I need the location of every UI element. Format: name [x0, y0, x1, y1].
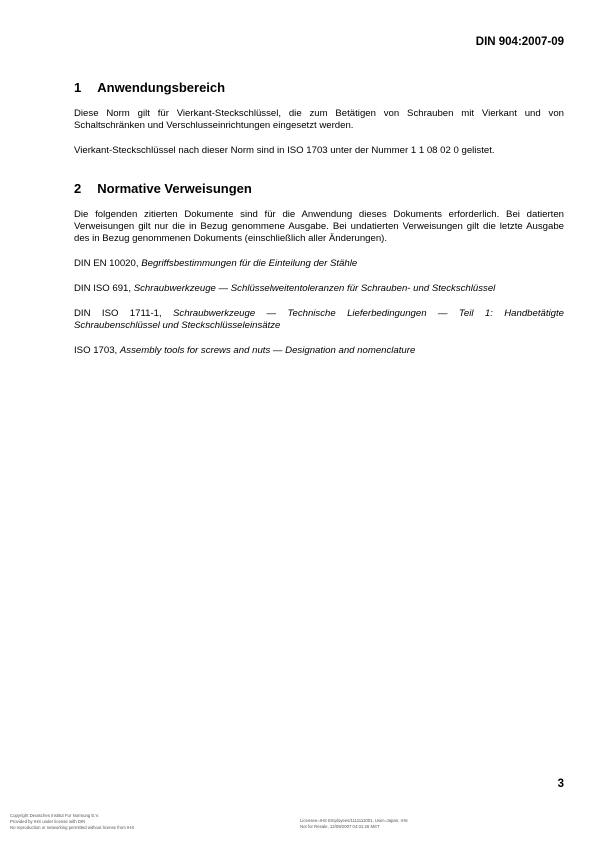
section-1-title: Anwendungsbereich	[97, 80, 226, 95]
section-2-heading	[74, 181, 564, 196]
footer-copyright	[10, 813, 134, 831]
footer-line: Licensee=IHS Employees/1111111001, User=Japan, IHS	[300, 818, 408, 823]
reference-code: DIN ISO 691,	[74, 283, 132, 294]
document-id: DIN 904:2007-09	[475, 36, 564, 48]
reference-item	[74, 308, 564, 332]
reference-code: DIN EN 10020,	[74, 258, 139, 269]
footer-license	[300, 818, 408, 830]
reference-code: ISO 1703,	[74, 345, 118, 356]
section-2-number: 2	[74, 181, 82, 196]
section-2-intro: Die folgenden zitierten Dokumente sind für die Anwendung dieses Dokuments erforderlich. Bei datierten Verweisungen gilt nur die in Bezug genommene Ausgabe. Bei undatierten Verweisungen gilt die letzte Ausgabe des in Bezug genommenen Dokuments (einschließlich aller Änderungen).	[74, 209, 564, 244]
reference-item	[74, 283, 564, 295]
reference-item	[74, 258, 564, 270]
footer-line: Copyright Deutsches Institut Fur Normung E.V.	[10, 813, 100, 818]
reference-title: Assembly tools for screws and nuts — Designation and nomenclature	[119, 345, 416, 356]
reference-title: Schraubwerkzeuge — Schlüsselweitentoleranzen für Schrauben- und Steckschlüssel	[133, 283, 496, 294]
reference-title: Begriffsbestimmungen für die Einteilung der Stähle	[141, 258, 358, 269]
page-number: 3	[557, 778, 564, 790]
footer-line: No reproduction or networking permitted without license from IHS	[10, 825, 135, 830]
reference-code: DIN ISO 1711-1,	[74, 308, 162, 319]
section-1-number: 1	[74, 80, 82, 95]
reference-title: Schraubwerkzeuge — Technische Lieferbedingungen — Teil 1: Handbetätigte Schraubenschlüssel und Steckschlüsseleinsätze	[74, 308, 564, 331]
footer-line: Provided by IHS under license with DIN	[10, 819, 86, 824]
page-content	[74, 80, 564, 370]
section-2-title: Normative Verweisungen	[97, 181, 252, 196]
section-1-heading	[74, 80, 564, 95]
reference-item	[74, 345, 564, 357]
section-1-paragraph-2: Vierkant-Steckschlüssel nach dieser Norm sind in ISO 1703 unter der Nummer 1 1 08 02 0 gelistet.	[74, 145, 495, 156]
section-1-paragraph-1: Diese Norm gilt für Vierkant-Steckschlüssel, die zum Betätigen von Schrauben mit Vierkant und von Schaltschränken und Verschlusseinrichtungen eingesetzt werden.	[74, 108, 564, 131]
footer-line: Not for Resale, 12/09/2007 04:31:26 MST	[300, 824, 380, 829]
